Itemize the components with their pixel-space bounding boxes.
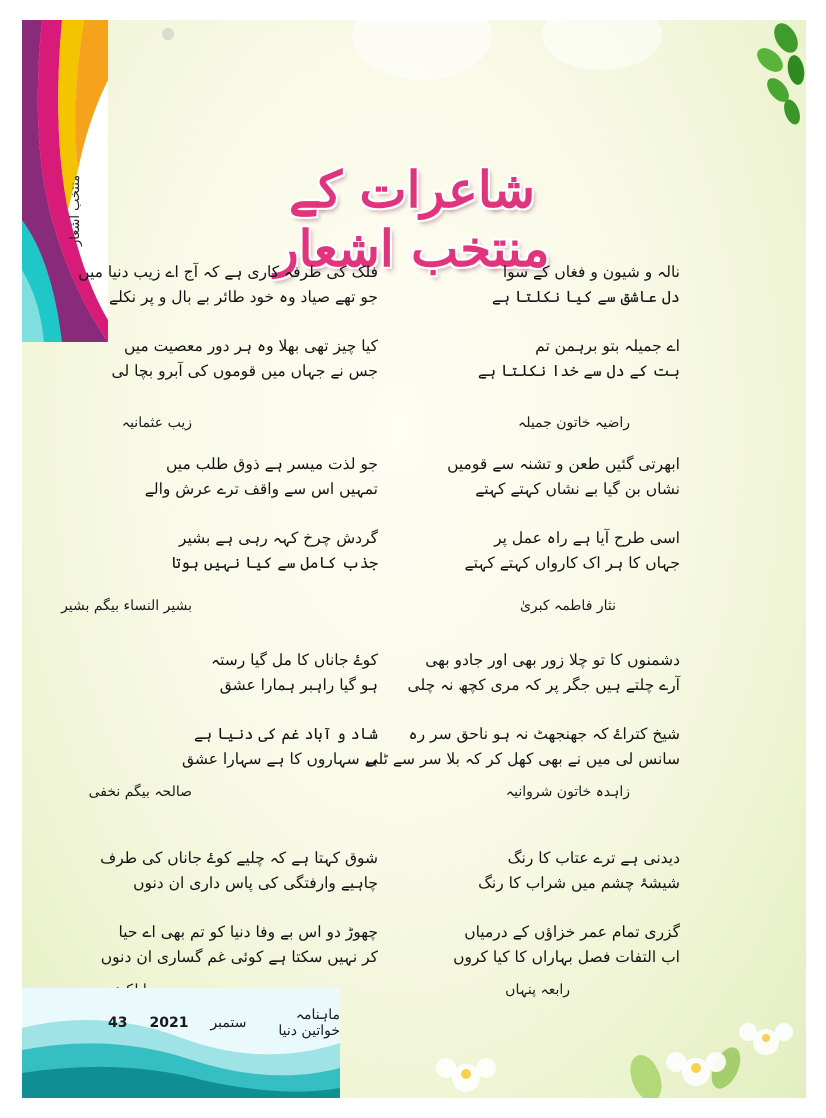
poem-line: دل عاشق سے کیا نکلتا ہے (491, 288, 680, 306)
poem-line: بت کے دل سے خدا نکلتا ہے (477, 362, 680, 380)
poem-line: شیشۂ چشم میں شراب کا رنگ (478, 874, 680, 892)
poem-line: جہاں کا ہر اک کارواں کہتے کہتے (464, 554, 680, 572)
poem-line: شوق کہتا ہے کہ چلیے کوۓ جاناں کی طرف (100, 849, 378, 867)
poem-line: کیا چیز تھی بھلا وہ ہر دور معصیت میں (123, 337, 378, 355)
poem-line: گردش چرخ کہہ رہی ہے بشیر (178, 529, 378, 547)
poem-line: جذب کامل سے کیا نہیں ہوتا (171, 554, 378, 572)
poem-line: تمہیں اس سے واقف ترے عرش والے (144, 480, 378, 498)
poem-right-2 (410, 452, 680, 576)
poem-line: شاد و آباد غم کی دنیا ہے (194, 725, 378, 743)
poem-left-1 (78, 260, 378, 384)
poem-line: کوۓ جاناں کا مل گیا رستہ (211, 651, 378, 669)
poem-line: اے جمیلہ بتو برہمن تم (535, 337, 680, 355)
poet-name: بشیر النساء بیگم بشیر (61, 598, 192, 614)
poet-name: نثار فاطمہ کبریٰ (519, 598, 616, 614)
poem-line: ابھرتی گئیں طعن و تشنہ سے قومیں (447, 455, 680, 473)
poem-left-3 (78, 648, 378, 772)
poem-left-2 (78, 452, 378, 576)
poem-line: اب التفات فصل بہاراں کا کیا کروں (453, 948, 680, 966)
leaves-icon (726, 20, 806, 140)
poem-line: شیخ کتراۓ کہ جھنجھٹ نہ ہو ناحق سر رہ (408, 725, 680, 743)
poem-line: نالہ و شیون و فغاں کے سوا (502, 263, 680, 281)
poem-line: بے سہاروں کا ہے سہارا عشق (181, 750, 378, 768)
poem-line: گزری تمام عمر خزاؤں کے درمیاں (464, 923, 680, 941)
poem-line: آرے چلتے ہیں جگر پر کہ مری کچھ نہ چلی (407, 676, 680, 694)
poem-line: کر نہیں سکتا ہے کوئی غم گساری ان دنوں (100, 948, 378, 966)
poem-line: جو تھے صیاد وہ خود طائر بے بال و پر نکلے (109, 288, 378, 306)
poet-name: راضیہ خاتون جمیلہ (517, 415, 630, 431)
decor-dot (162, 28, 174, 40)
poem-line: چاہیے وارفتگی کی پاس داری ان دنوں (133, 874, 378, 892)
poem-right-4 (410, 846, 680, 970)
poem-line: جو لذت میسر ہے ذوق طلب میں (165, 455, 378, 473)
poet-name: زاہدہ خاتون شروانیہ (505, 784, 630, 800)
magazine-page (22, 20, 806, 1098)
footer-month: ستمبر (210, 1015, 247, 1031)
page-number: 43 (108, 1015, 128, 1031)
poet-name: رابعہ پنہاں (505, 982, 570, 998)
poem-line: جس نے جہاں میں قوموں کی آبرو بچا لی (111, 362, 378, 380)
poem-line: چھوڑ دو اس بے وفا دنیا کو تم بھی اے حیا (118, 923, 378, 941)
decor-bokeh (352, 20, 492, 80)
poem-line: سانس لی میں نے بھی کھل کر کہ بلا سر سے ٹلی (365, 750, 680, 768)
poem-line: دیدنی ہے ترے عتاب کا رنگ (507, 849, 680, 867)
poet-name: صالحہ بیگم نخفی (88, 784, 192, 800)
ribbon-label: منتخب اشعار (68, 174, 83, 246)
magazine-name: ماہنامہ خواتین دنیا (278, 1007, 340, 1039)
poet-name: زیب عثمانیہ (121, 415, 192, 431)
poem-line: اسی طرح آیا ہے راہ عمل پر (494, 529, 680, 547)
poem-line: نشاں بن گیا بے نشاں کہتے کہتے (475, 480, 680, 498)
poem-left-4 (78, 846, 378, 970)
flowers-decor (396, 1008, 806, 1098)
decor-bokeh (542, 20, 662, 70)
poem-line: ہو گیا راہبر ہمارا عشق (219, 676, 378, 694)
footer-year: 2021 (149, 1015, 189, 1031)
poem-right-3 (365, 648, 680, 772)
poem-line: فلک کی طرفہ کاری ہے کہ آج اے زیب دنیا میں (78, 263, 378, 281)
footer (22, 1007, 340, 1039)
page-title: شاعرات کے منتخب اشعار (274, 160, 550, 278)
poem-line: دشمنوں کا تو چلا زور بھی اور جادو بھی (425, 651, 680, 669)
poem-right-1 (410, 260, 680, 384)
footer-wave (22, 988, 340, 1098)
